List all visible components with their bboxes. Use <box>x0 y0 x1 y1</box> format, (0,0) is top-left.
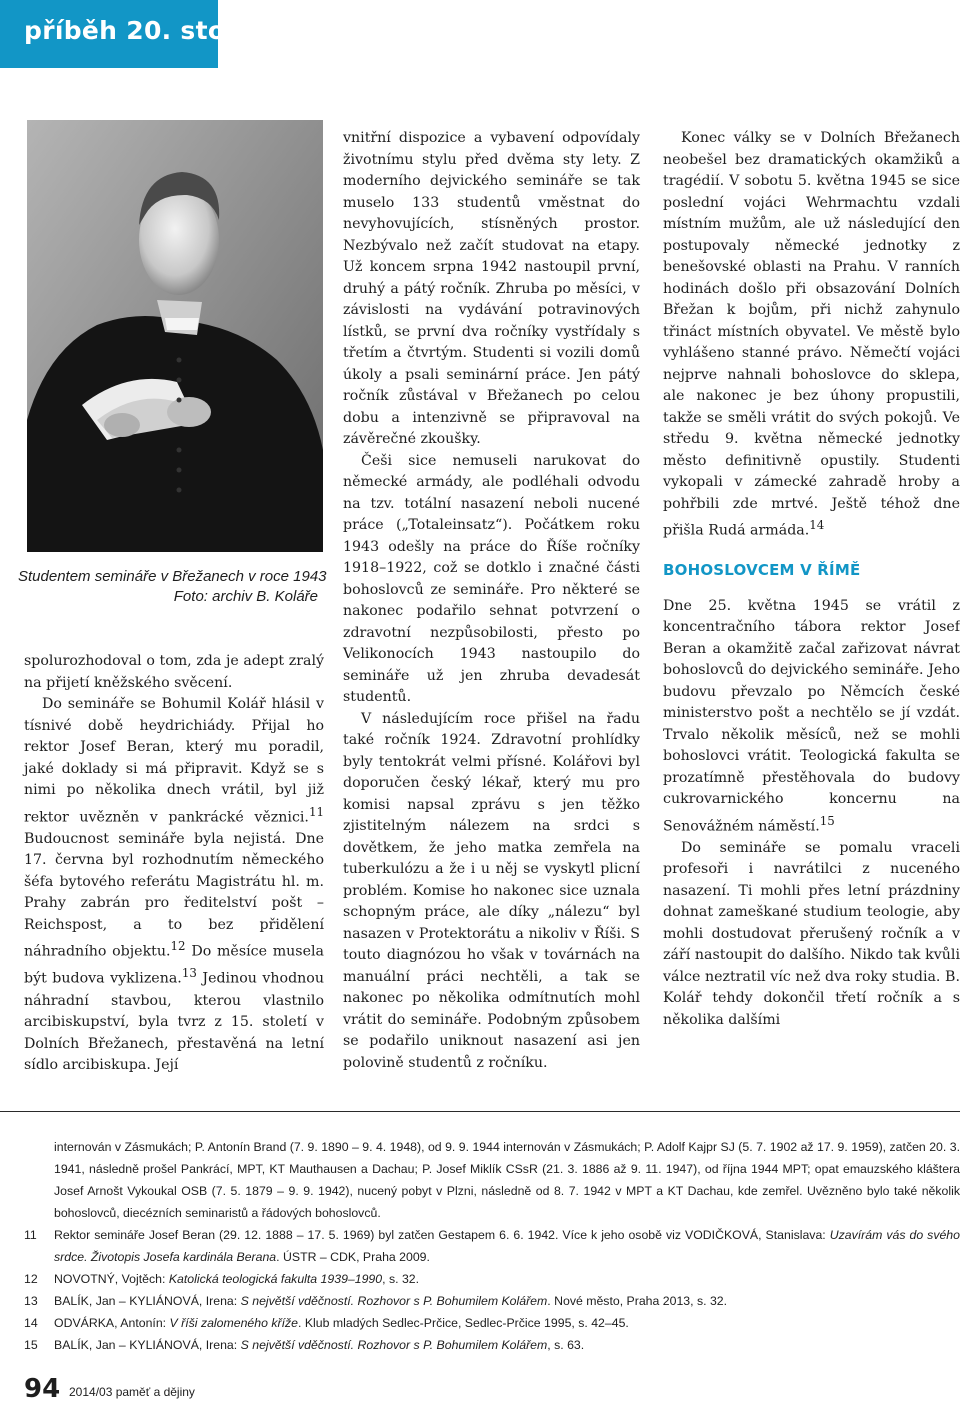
footnote-14: 14 ODVÁRKA, Antonín: V říši zalomeného kříže. Klub mladých Sedlec-Prčice, Sedlec-Prčice 1995, s. 42–45. <box>24 1316 629 1330</box>
photo-caption <box>18 567 327 607</box>
text-column-1 <box>24 651 324 1077</box>
paragraph: Do semináře se pomalu vraceli profesoři i navrátilci z nuceného nasazení. Ti mohli přes letní prázdniny dohnat zameškané studium teologie, aby mohli dostudovat přerušený ročník a v září nastoupit do dalšího. Nikdo tak kvůli válce neztratil víc než dva roky studia. B. Kolář tehdy dokončil třetí ročník a s několika dalšími <box>663 839 960 1028</box>
footnote-15: 15 BALÍK, Jan – KYLIÁNOVÁ, Irena: S největší vděčností. Rozhovor s P. Bohumilem Kolářem, s. 63. <box>24 1338 585 1352</box>
paragraph: Konec války se v Dolních Břežanech neobešel bez dramatických okamžiků a tragédií. V sobotu 5. května 1945 se sice poslední vojáci Wehrmachtu vzdali místním mužům, ale už následující den postupovaly německé jednotky z benešovské oblasti na Prahu. V ranních hodinách došlo při obsazování Dolních Břežan k bojům, při nichž zahynulo třináct místních obyvatel. Ve městě bylo vyhlášeno stanné právo. Němečtí vojáci nejprve nahnali bohoslovce do sklepa, ale nakonec je bez úhony propustili, takže se směli vrátit do svých pokojů. Ve středu 9. května německé jednotky město definitivně opustily. Studenti vykopali v zámecké zahradě hroby a pohřbili zde mrtvé. Ještě téhož dne přišla Rudá armáda.$^{14}$ <box>663 130 960 539</box>
footnote-ref: 13 <box>181 966 197 981</box>
footnote-12: 12 NOVOTNÝ, Vojtěch: Katolická teologická fakulta 1939–1990, s. 32. <box>24 1272 420 1286</box>
page-number: 94 <box>24 1374 61 1404</box>
section-header-bar <box>0 0 273 68</box>
footnote-11: 11 Rektor semináře Josef Beran (29. 12. 1888 – 17. 5. 1969) byl zatčen Gestapem 6. 6. 1942. Více k jeho osobě viz VODIČKOVÁ, Stanislava: Uzavírám vás do svého srdce. Životopis Josefa kardinála Berana. ÚSTR – CDK, Praha 2009. <box>24 1228 960 1264</box>
footnote-ref: 15 <box>819 813 835 828</box>
paragraph: Češi sice nemuseli narukovat do německé armády, ale podléhali odvodu na tzv. totální nasazení neboli nucené práce („Totaleinsatz“). Počátkem roku 1943 odešly na práce do Říše ročníky 1918–1922, což se dotklo i značné části bohoslovců ze semináře. Pro některé se nakonec podařilo sehnat potvrzení o zdravotní nezpůsobilosti, přesto po Velikonocích 1943 nastoupilo do semináře už jen zhruba devadesát studentů. <box>343 452 640 705</box>
magazine-issue: 2014/03 paměť a dějiny <box>69 1385 195 1399</box>
paragraph: Do semináře se Bohumil Kolář hlásil v tísnivé době heydrichiády. Přijal ho rektor Josef Beran, který mu poradil, jaké doklady si má připravit. Když se s nimi po několika dnech vrátil, byl již rektor uvězněn v pankrácké věznici.$^{11}$ Budoucnost semináře byla nejistá. Dne 17. června byl rozhodnutím německého šéfa bytového referátu Magistrátu hl. m. Prahy zabrán pro ředitelství pošt – Reichspost, a to bez přidělení náhradního objektu.$^{12}$ Do měsíce musela být budova vyklizena.$^{13}$ Jedinou vhodnou náhradní stavbou, kterou vlastnilo arcibiskupství, byla tvrz z 15. století v Dolních Břežanech, přestavěná na letní sídlo arcibiskupa. Její <box>24 696 324 1074</box>
portrait-illustration <box>27 120 323 552</box>
footnote-divider <box>0 1111 960 1112</box>
section-heading: BOHOSLOVCEM V ŘÍMĚ <box>663 561 861 580</box>
footnote-ref: 11 <box>308 804 324 819</box>
footnote-13: 13 BALÍK, Jan – KYLIÁNOVÁ, Irena: S největší vděčností. Rozhovor s P. Bohumilem Kolářem. Nové město, Praha 2013, s. 32. <box>24 1294 728 1308</box>
paragraph: vnitřní dispozice a vybavení odpovídaly životnímu stylu před dvěma sty lety. Z moderního dejvického semináře se tak muselo 133 studentů vměstnat do nevyhovujících, stísněných prostor. Nezbývalo než začít studovat na etapy. Už koncem srpna 1942 nastoupil první, druhý a pátý ročník. Zhruba po měsíci, v závislosti na vydávání potravinových lístků, se první dva ročníky vystřídaly s třetím a čtvrtým. Studenti si vozili domů úkoly a psali seminární práce. Jen pátý ročník zůstával v Břežanech po celou dobu a intenzivně se připravoval na závěrečné zkoušky. <box>343 130 640 447</box>
text-column-3 <box>663 128 960 1031</box>
section-title: příběh 20. století <box>24 16 273 45</box>
caption-credit: Foto: archiv B. Koláře <box>173 588 318 605</box>
paragraph: V následujícím roce přišel na řadu také ročník 1924. Zdravotní prohlídky byly tentokrát velmi přísné. Kolářovi byl doporučen český lékař, který mu pro komisi napsal zprávu s jen těžko zjistitelným nálezem na srdci s dovětkem, že jeho matka zemřela na tuberkulózu a že i u něj se vyskytl plicní problém. Komise ho nakonec sice uznala schopným práce, ale díky „nálezu“ byl nasazen v Protektorátu a nikoliv v Říši. S touto diagnózou ho však v továrnách na manuální práci nechtěli, a tak se nakonec po několika odmítnutích mohl vrátit do semináře. Podobným způsobem se podařilo uniknout nasazení asi jen polovině studentů z ročníku. <box>343 710 640 1071</box>
paragraph: spolurozhodoval o tom, zda je adept zralý na přijetí kněžského svěcení. <box>24 653 324 691</box>
paragraph: Dne 25. května 1945 se vrátil z koncentračního tábora rektor Josef Beran a okamžitě začal zařizovat návrat bohoslovců do dejvického semináře. Jeho budovu převzalo po Němcích české ministerstvo pošt a nechtělo se jí vzdát. Trvalo několik měsíců, než se mohli bohoslovci vrátit. Teologická fakulta se prozatímně přestěhovala do budovy cukrovarnického koncernu na Senovážném náměstí.$^{15}$ <box>663 597 960 835</box>
text-column-2 <box>343 128 640 1074</box>
footnote-continuation: internován v Zásmukách; P. Antonín Brand (7. 9. 1890 – 9. 4. 1948), od 9. 9. 1944 internován v Zásmukách; P. Adolf Kajpr SJ (5. 7. 1902 až 17. 9. 1959), zatčen 20. 3. 1941, následně prošel Pankrácí, MPT, KT Mauthausen a Dachau; P. Josef Miklík CSsR (21. 3. 1886 až 9. 11. 1947), od října 1944 MPT; opat emauzského kláštera Josef Arnošt Vykoukal OSB (7. 5. 1879 – 9. 9. 1942), nucený pobyt v Plzni, následně od 8. 7. 1942 v MPT a KT Dachau, kde zemřel. Uvězněno bylo také několik bohoslovců, diecézních seminaristů a řádových bohoslovců. <box>54 1140 960 1220</box>
portrait-photo <box>27 120 323 552</box>
footnote-ref: 12 <box>170 939 186 954</box>
footnotes <box>24 1136 960 1356</box>
footnote-ref: 14 <box>809 518 825 532</box>
caption-text: Studentem semináře v Břežanech v roce 1943 <box>18 568 327 585</box>
